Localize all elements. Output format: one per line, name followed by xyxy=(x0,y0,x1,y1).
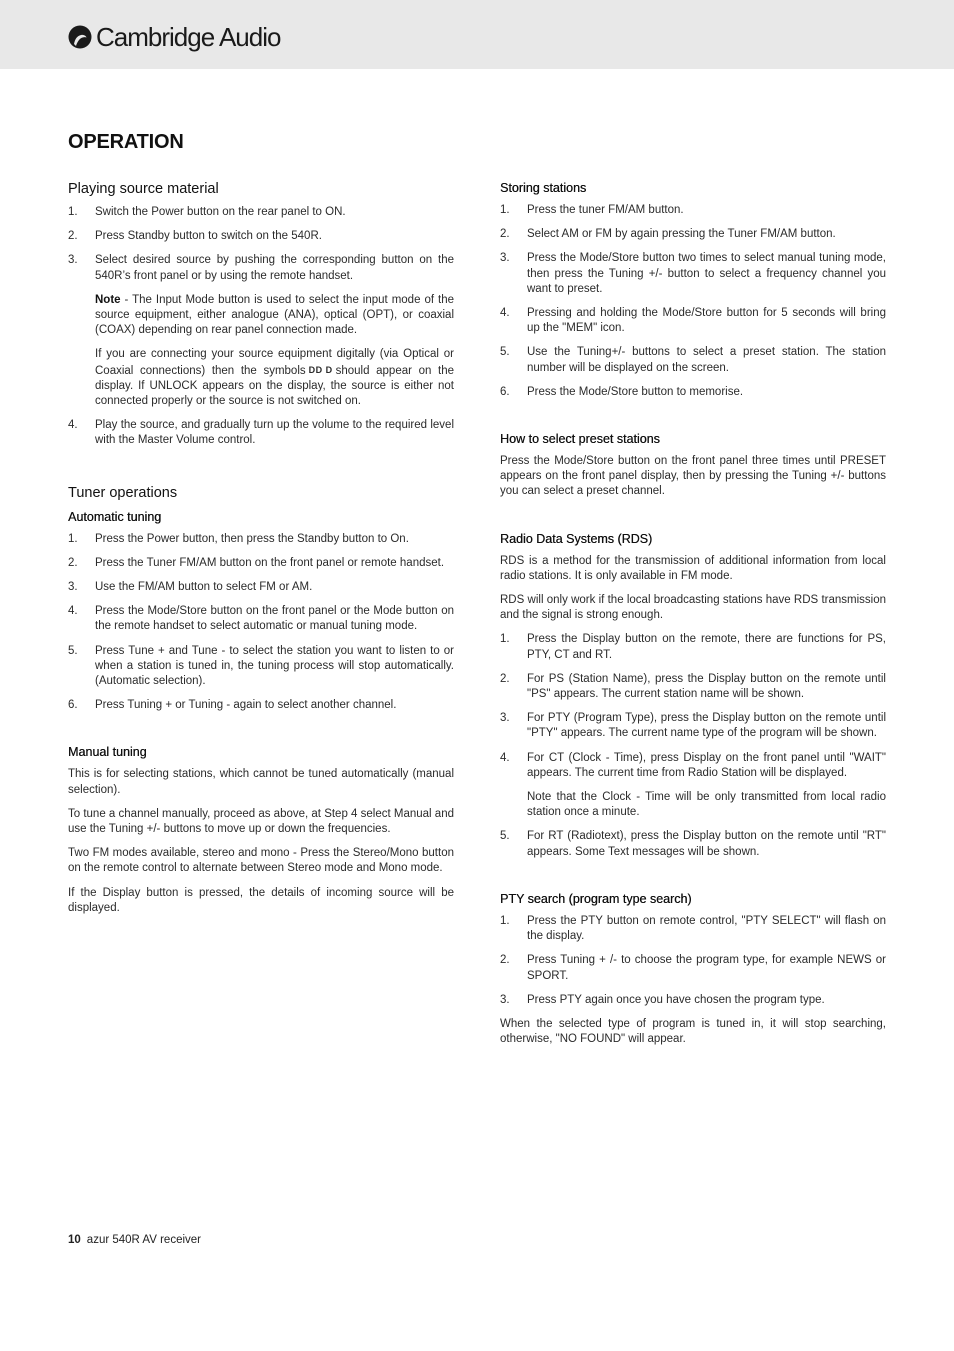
note-label: Note xyxy=(95,293,121,306)
subheading-pty-search: PTY search (program type search) xyxy=(500,891,692,906)
page-header xyxy=(0,0,954,69)
right-column xyxy=(500,180,886,1056)
input-mode-note xyxy=(68,293,454,339)
list-item xyxy=(500,345,886,375)
subheading-preset-stations: How to select preset stations xyxy=(500,432,660,447)
list-item xyxy=(500,251,886,297)
list-item xyxy=(500,306,886,336)
list-number: 4. xyxy=(500,307,510,320)
list-text: Press Tune + and Tune - to select the station you want to listen to or when a station is tuned in, the tuning process will stop automatically. (Automatic selection). xyxy=(95,644,454,688)
list-item xyxy=(68,644,454,690)
digital-symbol-icon: DD D xyxy=(308,364,333,375)
manual-tuning-paragraph: If the Display button is pressed, the details of incoming source will be displayed. xyxy=(68,886,454,914)
list-text: Select desired source by pushing the corresponding button on the 540R’s front panel or by using the remote handset. xyxy=(95,254,454,282)
list-text: Use the Tuning+/- buttons to select a preset station. The station number will be displayed on the screen. xyxy=(527,346,886,374)
playing-steps xyxy=(68,205,454,284)
list-number: 4. xyxy=(68,605,78,618)
subheading-manual-tuning: Manual tuning xyxy=(68,745,147,760)
digital-note-b: should appear on the display. If UNLOCK appears on the display, the source is either not connected properly or the source is not switched on. xyxy=(95,364,454,408)
page-footer xyxy=(68,1234,201,1246)
list-item xyxy=(500,632,886,662)
list-text: Press the tuner FM/AM button. xyxy=(527,204,684,216)
list-number: 4. xyxy=(68,419,78,432)
rds-steps-continued xyxy=(500,829,886,859)
list-number: 1. xyxy=(500,914,510,927)
pty-steps xyxy=(500,914,886,1008)
list-number: 4. xyxy=(500,751,510,764)
list-item xyxy=(68,532,454,547)
list-number: 2. xyxy=(68,230,78,243)
list-number: 3. xyxy=(500,712,510,725)
clock-time-note: Note that the Clock - Time will be only transmitted from local radio station once a minute. xyxy=(527,791,886,819)
list-item xyxy=(500,953,886,983)
list-number: 5. xyxy=(500,346,510,359)
list-text: Play the source, and gradually turn up the volume to the required level with the Master Volume control. xyxy=(95,419,454,447)
list-text: Press Tuning + or Tuning - again to select another channel. xyxy=(95,699,397,712)
list-text: Pressing and holding the Mode/Store button for 5 seconds will bring up the "MEM" icon. xyxy=(527,307,886,335)
list-item xyxy=(68,556,454,571)
rds-paragraph: RDS is a method for the transmission of additional information from local radio stations. It is only available in FM mode. xyxy=(500,554,886,582)
digital-connection-note xyxy=(68,347,454,409)
list-text: Select AM or FM by again pressing the Tuner FM/AM button. xyxy=(527,228,836,241)
list-number: 3. xyxy=(68,254,78,267)
rds-paragraph: RDS will only work if the local broadcasting stations have RDS transmission and the signal is strong enough. xyxy=(500,594,886,622)
list-number: 3. xyxy=(68,581,78,594)
list-text: Press PTY again once you have chosen the program type. xyxy=(527,993,825,1006)
list-text: Press Tuning + /- to choose the program type, for example NEWS or SPORT. xyxy=(527,954,886,982)
list-number: 2. xyxy=(68,556,78,569)
list-text: Press the Mode/Store button on the front panel or the Mode button on the remote handset to select automatic or manual tuning mode. xyxy=(95,605,454,633)
rds-steps xyxy=(500,632,886,781)
brand-name: Cambridge Audio xyxy=(96,22,281,52)
pty-paragraph: When the selected type of program is tuned in, it will stop searching, otherwise, "NO FOUND" will appear. xyxy=(500,1017,886,1046)
list-text: For RT (Radiotext), press the Display button on the remote until "RT" appears. Some Text messages will be shown. xyxy=(527,830,886,858)
list-number: 1. xyxy=(68,532,78,545)
list-number: 6. xyxy=(68,699,78,712)
list-item xyxy=(500,672,886,702)
left-column xyxy=(68,180,454,925)
preset-paragraph: Press the Mode/Store button on the front panel three times until PRESET appears on the front panel display, then by pressing the Tuning +/- buttons you can select a preset channel. xyxy=(500,455,886,498)
note-text: - The Input Mode button is used to select the input mode of the source equipment, either analogue (ANA), optical (OPT), or coaxial (COAX) depending on rear panel connection made. xyxy=(95,293,454,337)
playing-steps-continued xyxy=(68,418,454,448)
list-item xyxy=(68,418,454,448)
subheading-automatic-tuning: Automatic tuning xyxy=(68,509,162,524)
list-number: 1. xyxy=(500,633,510,646)
brand-logo xyxy=(68,22,280,52)
subheading-rds: Radio Data Systems (RDS) xyxy=(500,531,653,546)
brand-logo-icon xyxy=(68,25,92,49)
list-item xyxy=(500,914,886,944)
list-text: Press the Mode/Store button to memorise. xyxy=(527,385,744,398)
manual-tuning-paragraph: To tune a channel manually, proceed as above, at Step 4 select Manual and use the Tuning +/- buttons to move up or down the frequencies. xyxy=(68,807,454,836)
list-text: Press the Power button, then press the Standby button to On. xyxy=(95,532,409,545)
list-text: Press the Display button on the remote, there are functions for PS, PTY, CT and RT. xyxy=(527,633,886,661)
list-item xyxy=(68,580,454,595)
list-number: 6. xyxy=(500,385,510,398)
list-item xyxy=(500,203,886,218)
list-item xyxy=(68,604,454,634)
list-text: For CT (Clock - Time), press Display on the front panel until "WAIT" appears. The current time from Radio Station will be displayed. xyxy=(527,751,886,779)
list-item xyxy=(500,751,886,781)
list-item xyxy=(500,227,886,242)
list-number: 2. xyxy=(500,228,510,241)
list-text: Switch the Power button on the rear panel to ON. xyxy=(95,206,346,218)
list-text: For PTY (Program Type), press the Display button on the remote until "PTY" appears. The current name type of the program will be shown. xyxy=(527,712,886,740)
list-number: 5. xyxy=(68,644,78,657)
list-item xyxy=(68,205,454,220)
list-number: 5. xyxy=(500,830,510,843)
storing-steps xyxy=(500,203,886,400)
list-item xyxy=(68,698,454,713)
section-heading-tuner: Tuner operations xyxy=(68,484,178,501)
list-text: Press the Mode/Store button two times to select manual tuning mode, then press the Tuning +/- button to select a frequency channel you want to preset. xyxy=(527,252,886,295)
list-number: 3. xyxy=(500,252,510,265)
list-number: 3. xyxy=(500,993,510,1006)
digital-note-a: If you are connecting your source equipment digitally (via Optical or Coaxial connections) then the symbols xyxy=(95,348,454,377)
list-number: 2. xyxy=(500,672,510,685)
list-item xyxy=(500,993,886,1008)
manual-tuning-paragraph: This is for selecting stations, which cannot be tuned automatically (manual selection). xyxy=(68,768,454,796)
subheading-storing-stations: Storing stations xyxy=(500,181,587,195)
list-item xyxy=(500,385,886,400)
list-text: For PS (Station Name), press the Display button on the remote until "PS" appears. The current station name will be shown. xyxy=(527,672,886,701)
page-number: 10 xyxy=(68,1234,81,1246)
list-text: Use the FM/AM button to select FM or AM. xyxy=(95,581,313,594)
list-number: 1. xyxy=(500,204,510,216)
list-text: Press Standby button to switch on the 540R. xyxy=(95,230,322,243)
list-text: Press the PTY button on remote control, "PTY SELECT" will flash on the display. xyxy=(527,914,886,943)
manual-tuning-paragraph: Two FM modes available, stereo and mono - Press the Stereo/Mono button on the remote control to alternate between Stereo mode and Mono mode. xyxy=(68,847,454,875)
product-name: azur 540R AV receiver xyxy=(86,1234,201,1246)
list-item xyxy=(500,711,886,741)
list-number: 2. xyxy=(500,954,510,967)
list-number: 1. xyxy=(68,206,78,218)
list-item xyxy=(68,253,454,283)
automatic-tuning-steps xyxy=(68,532,454,714)
list-item xyxy=(500,829,886,859)
list-item xyxy=(68,229,454,244)
page-title: OPERATION xyxy=(68,131,184,153)
list-text: Press the Tuner FM/AM button on the front panel or remote handset. xyxy=(95,556,445,569)
section-heading-playing: Playing source material xyxy=(68,181,219,197)
